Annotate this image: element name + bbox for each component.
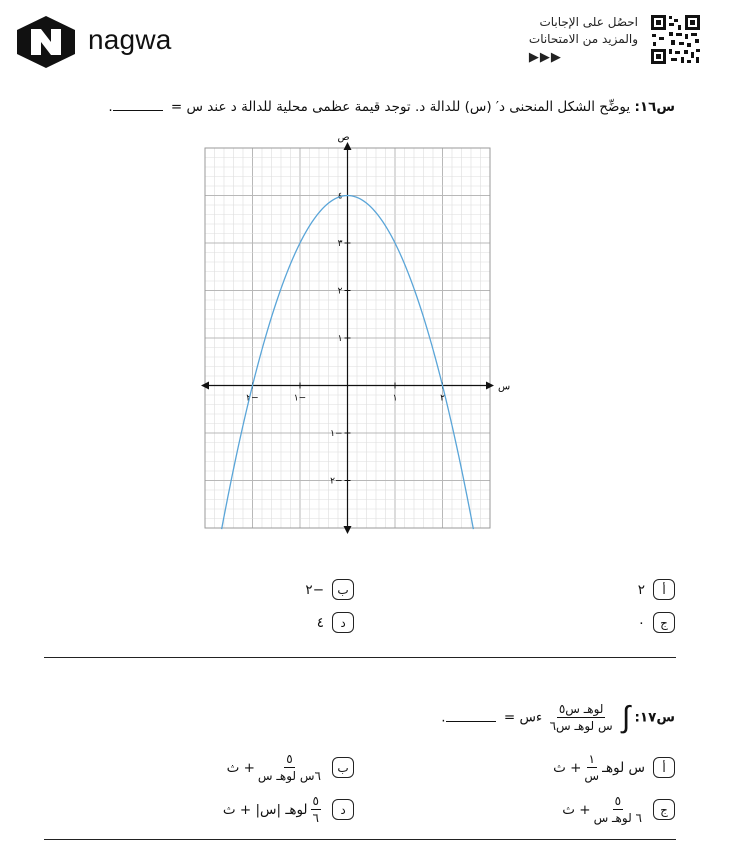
option-post: + ث xyxy=(562,801,591,818)
promo-arrows-icon: ▶▶▶ xyxy=(528,50,562,65)
fraction-numerator: ٥ xyxy=(614,794,622,808)
question-16-text: يوضِّح الشكل المنحنى د′ (س) للدالة د. توجد قيمة عظمى محلية للدالة د عند س = xyxy=(166,99,631,115)
option-letter-badge: ج xyxy=(653,612,675,633)
q17-option-b[interactable] xyxy=(227,752,354,783)
x-tick-label: ١− xyxy=(293,393,307,404)
option-fraction xyxy=(311,794,321,825)
y-tick-label: ٣ xyxy=(337,239,343,249)
y-tick-label: ٢− xyxy=(330,476,343,487)
q17-option-c[interactable] xyxy=(562,794,675,825)
integrand-numerator: لو‌هـ س٥ xyxy=(558,702,604,716)
option-post: لو‌هـ |س| + ث xyxy=(222,801,308,818)
q16-option-d[interactable] xyxy=(317,612,354,633)
fraction-numerator: ١ xyxy=(588,752,595,766)
option-letter-badge: أ xyxy=(653,579,675,600)
option-post: + ث xyxy=(226,759,255,776)
option-fraction xyxy=(594,794,642,825)
integrand-fraction xyxy=(550,702,613,733)
promo-line-1: احصُل على الإجابات xyxy=(539,15,638,29)
question-17-number: س١٧: xyxy=(634,709,675,726)
y-tick-label: ٤ xyxy=(337,191,343,202)
option-letter-badge: أ xyxy=(653,757,675,778)
promo-block[interactable] xyxy=(529,14,638,66)
y-tick-label: ٢ xyxy=(337,286,343,297)
x-tick-label: ١ xyxy=(392,393,398,404)
answer-blank xyxy=(113,100,163,111)
derivative-graph xyxy=(200,130,510,535)
option-letter-badge: د xyxy=(332,612,354,633)
q16-option-a[interactable] xyxy=(638,579,675,600)
section-divider xyxy=(44,839,676,840)
x-axis-label: س xyxy=(498,381,510,393)
option-post: + ث xyxy=(553,759,582,776)
question-16: س١٦: يوضِّح الشكل المنحنى د′ (س) للدالة د. توجد قيمة عظمى محلية للدالة د عند س = . xyxy=(108,99,675,115)
fraction-denominator: ٦س لو‌هـ س xyxy=(257,769,321,783)
option-letter-badge: ج xyxy=(653,799,675,820)
y-axis-label: ص xyxy=(337,132,350,143)
y-tick-label: ١ xyxy=(337,334,343,344)
option-letter-badge: د xyxy=(332,799,354,820)
fraction-numerator: ٥ xyxy=(286,752,293,766)
integral-tail: ءس = xyxy=(499,709,543,726)
option-fraction xyxy=(258,752,321,783)
option-text: ٢ xyxy=(637,581,645,598)
question-16-number: س١٦: xyxy=(634,99,675,115)
integrand-denominator: س لو‌هـ س٦ xyxy=(549,719,613,733)
option-text: −٢ xyxy=(305,581,324,598)
q16-option-c[interactable] xyxy=(638,612,675,633)
fraction-denominator: س xyxy=(584,769,600,783)
option-fraction xyxy=(584,752,599,783)
answer-blank xyxy=(446,711,496,722)
promo-line-2: والمزيد من الامتحانات xyxy=(528,32,638,46)
fraction-numerator: ٥ xyxy=(312,794,319,808)
option-text: ٤ xyxy=(316,614,324,631)
option-text: ٠ xyxy=(637,614,645,631)
y-tick-label: ١− xyxy=(330,429,343,439)
option-pre: س لو‌هـ xyxy=(602,759,645,776)
x-tick-label: ٢ xyxy=(440,393,445,404)
brand-name: nagwa xyxy=(88,24,172,55)
y-axis-arrow-down xyxy=(344,526,352,534)
option-letter-badge: ب xyxy=(332,757,354,778)
nagwa-logo-icon xyxy=(17,16,75,68)
y-axis-arrow-up xyxy=(344,142,352,150)
section-divider xyxy=(44,657,676,658)
option-letter-badge: ب xyxy=(332,579,354,600)
qr-code-icon[interactable] xyxy=(651,15,700,64)
x-tick-label: ٢− xyxy=(246,393,259,404)
q16-option-b[interactable] xyxy=(305,579,354,600)
question-17: س١٧: ∫ $\frac{\text{لو‌هـ س٥}}{\text{س لو‌هـ س٦}}$ ءس = . xyxy=(441,700,675,735)
q17-option-a[interactable] xyxy=(553,752,675,783)
fraction-denominator: ٦ لو‌هـ س xyxy=(593,811,642,825)
q17-option-d[interactable] xyxy=(223,794,354,825)
fraction-denominator: ٦ xyxy=(312,811,319,825)
integral-sign: ∫ xyxy=(621,700,631,735)
